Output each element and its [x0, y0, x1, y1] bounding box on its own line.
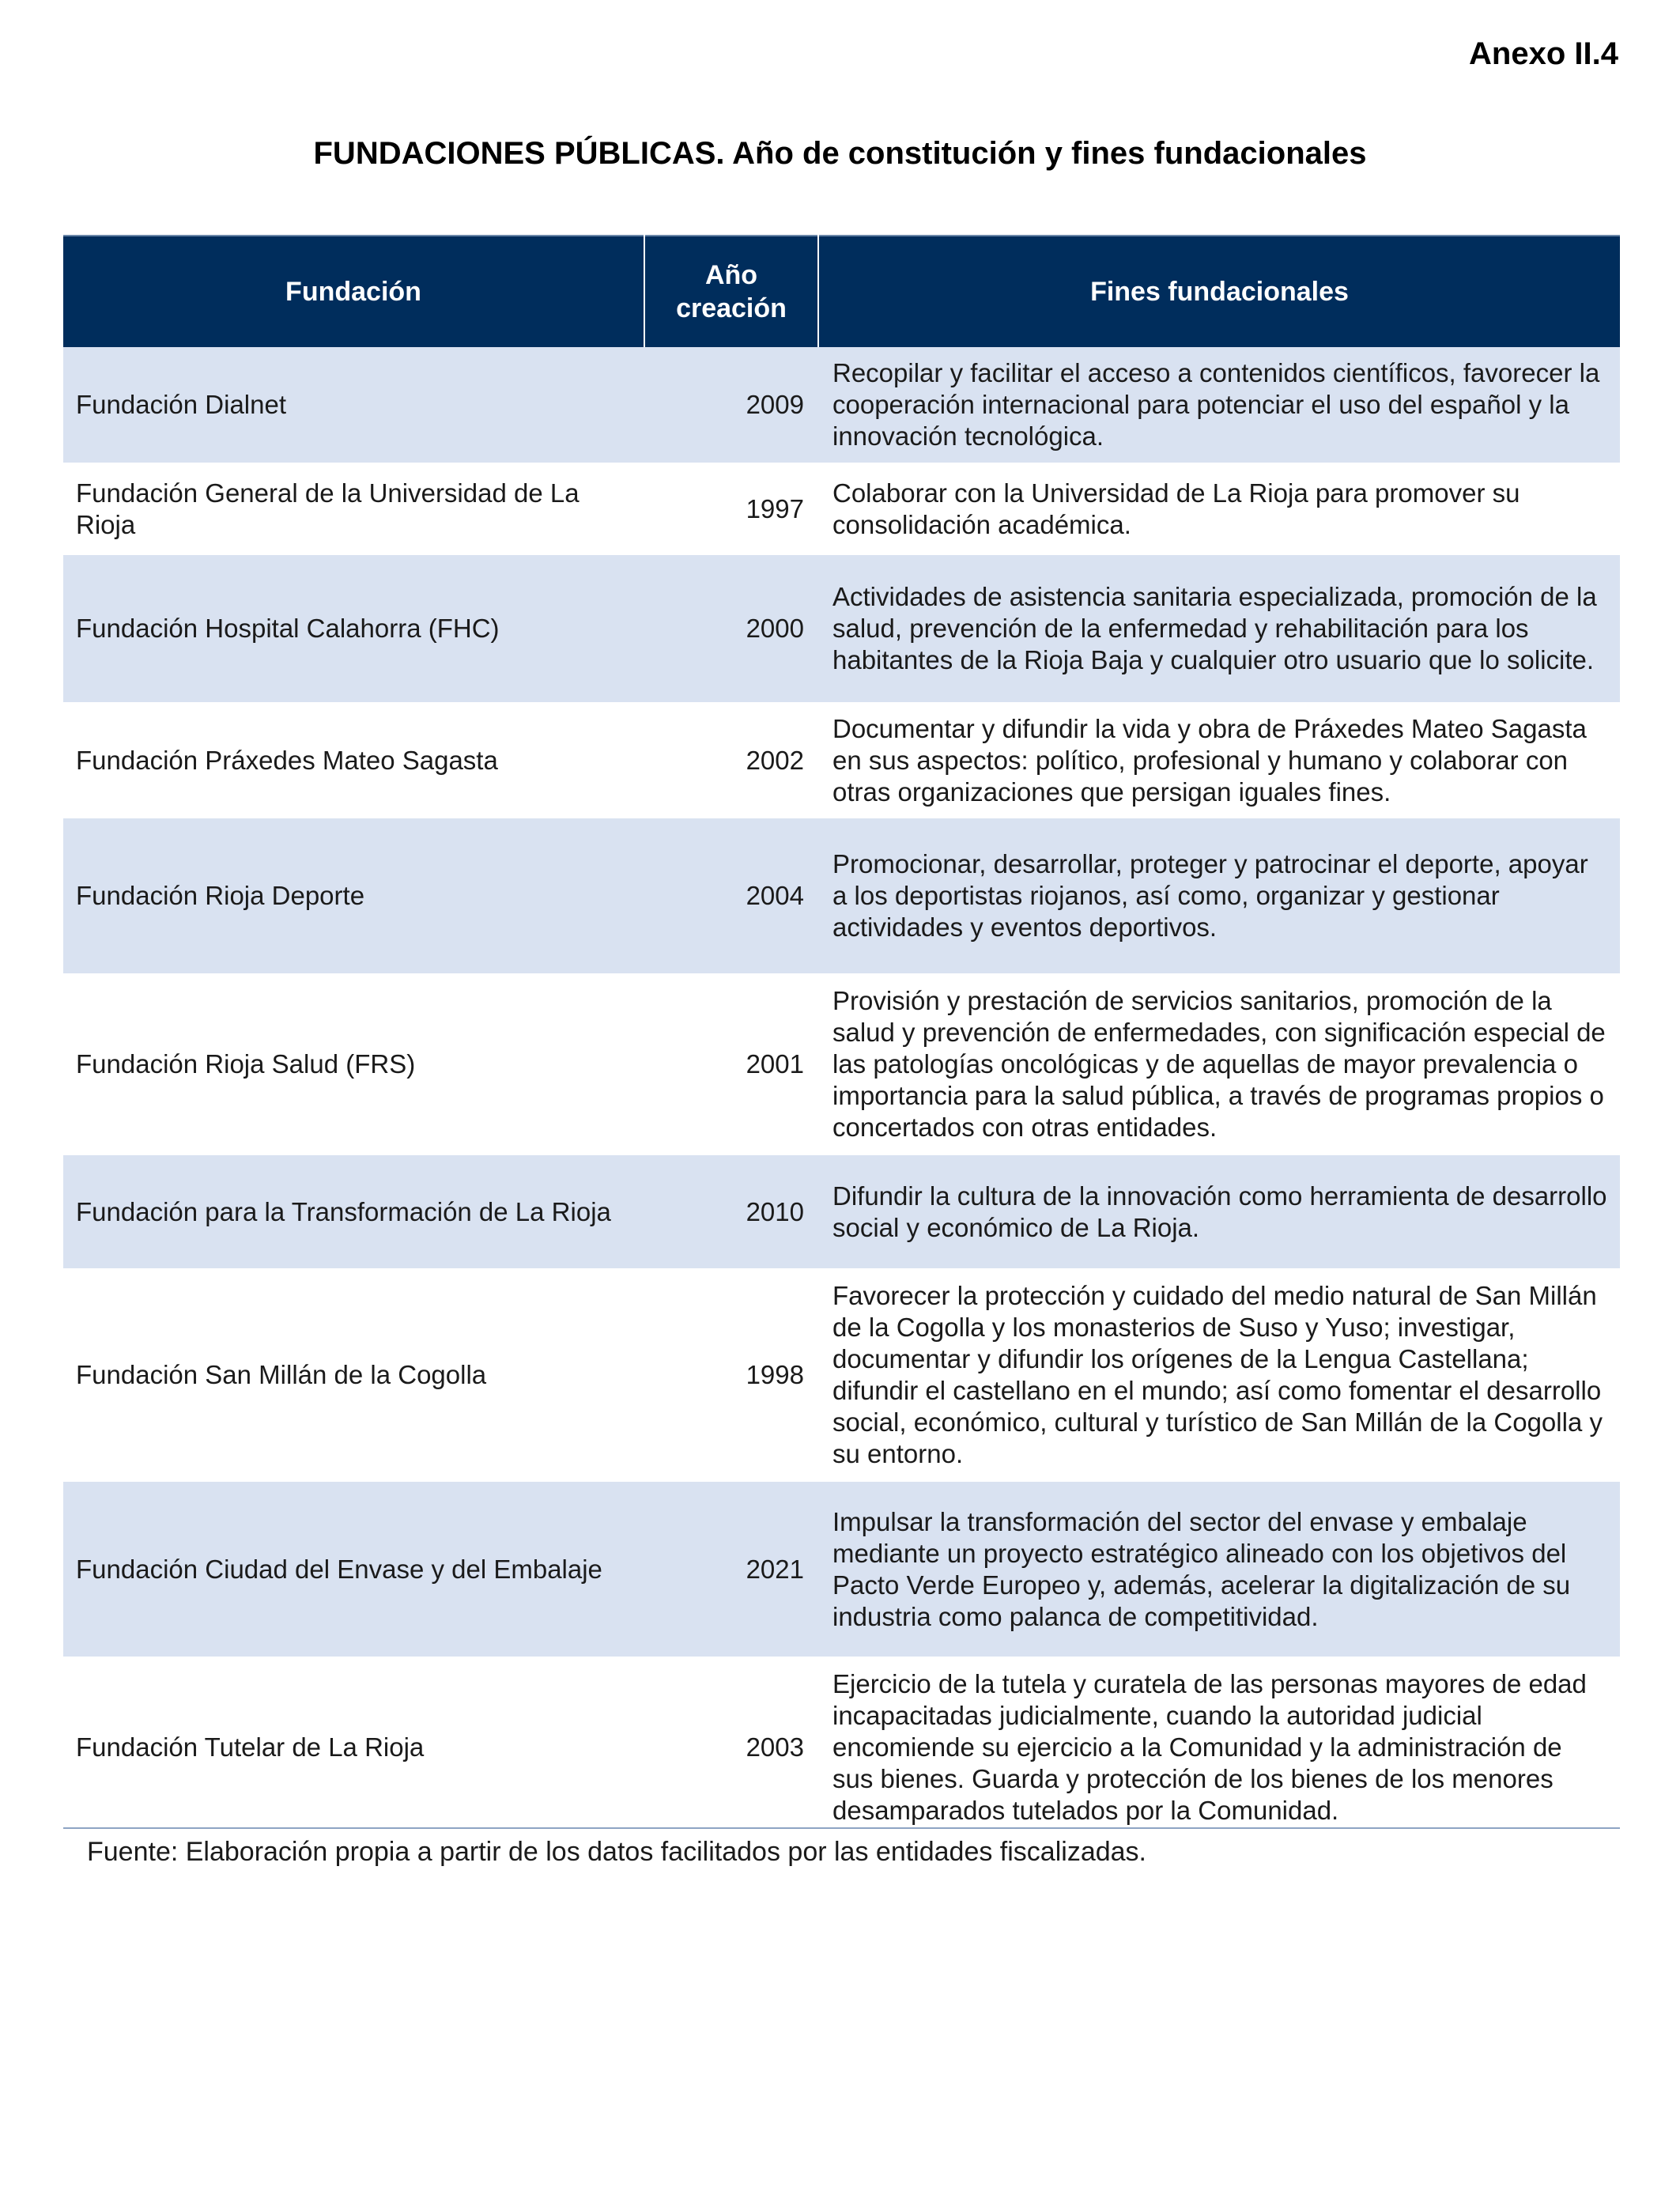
- foundations-table: [63, 235, 1620, 1838]
- header-fines: Fines fundacionales: [818, 236, 1620, 347]
- table-header-row: [63, 236, 1620, 347]
- table-row: [63, 1657, 1620, 1838]
- row-year: 2002: [644, 702, 818, 818]
- row-name: Fundación Dialnet: [63, 347, 644, 463]
- table-row: [63, 973, 1620, 1155]
- row-year: 2010: [644, 1155, 818, 1268]
- header-fundacion: Fundación: [63, 236, 644, 347]
- row-fines: Colaborar con la Universidad de La Rioja para promover su consolidación académica.: [818, 463, 1620, 555]
- row-year: 2004: [644, 818, 818, 973]
- row-year: 1998: [644, 1268, 818, 1482]
- row-fines: Documentar y difundir la vida y obra de Práxedes Mateo Sagasta en sus aspectos: político, profesional y humano y colaborar con otras organizaciones que persigan iguales fines.: [818, 702, 1620, 818]
- row-fines: Actividades de asistencia sanitaria especializada, promoción de la salud, prevención de la enfermedad y rehabilitación para los habitantes de la Rioja Baja y cualquier otro usuario que lo solicite.: [818, 555, 1620, 702]
- row-name: Fundación Rioja Deporte: [63, 818, 644, 973]
- table-row: [63, 347, 1620, 463]
- table-row: [63, 1155, 1620, 1268]
- row-year: 2009: [644, 347, 818, 463]
- table-row: [63, 555, 1620, 702]
- row-fines: Recopilar y facilitar el acceso a contenidos científicos, favorecer la cooperación internacional para potenciar el uso del español y la innovación tecnológica.: [818, 347, 1620, 463]
- row-fines: Ejercicio de la tutela y curatela de las personas mayores de edad incapacitadas judicialmente, cuando la autoridad judicial encomiende su ejercicio a la Comunidad y la administración de sus bienes. Guarda y protección de los bienes de los menores desamparados tutelados por la Comunidad.: [818, 1657, 1620, 1838]
- row-name: Fundación Práxedes Mateo Sagasta: [63, 702, 644, 818]
- table-row: [63, 818, 1620, 973]
- row-fines: Impulsar la transformación del sector del envase y embalaje mediante un proyecto estratégico alineado con los objetivos del Pacto Verde Europeo y, además, acelerar la digitalización de su industria como palanca de competitividad.: [818, 1482, 1620, 1657]
- row-name: Fundación Tutelar de La Rioja: [63, 1657, 644, 1838]
- row-name: Fundación Rioja Salud (FRS): [63, 973, 644, 1155]
- header-anio-line1: Año: [704, 260, 758, 290]
- row-year: 2000: [644, 555, 818, 702]
- table-row: [63, 1268, 1620, 1482]
- source-note: Fuente: Elaboración propia a partir de los datos facilitados por las entidades fiscalizadas.: [63, 1827, 1620, 1868]
- header-anio-creacion: [644, 236, 818, 347]
- row-fines: Favorecer la protección y cuidado del medio natural de San Millán de la Cogolla y los monasterios de Suso y Yuso; investigar, documentar y difundir los orígenes de la Lengua Castellana; difundir el castellano en el mundo; así como fomentar el desarrollo social, económico, cultural y turístico de San Millán de la Cogolla y su entorno.: [818, 1268, 1620, 1482]
- row-name: Fundación San Millán de la Cogolla: [63, 1268, 644, 1482]
- row-year: 2003: [644, 1657, 818, 1838]
- row-fines: Promocionar, desarrollar, proteger y patrocinar el deporte, apoyar a los deportistas riojanos, así como, organizar y gestionar actividades y eventos deportivos.: [818, 818, 1620, 973]
- table-row: [63, 463, 1620, 555]
- row-name: Fundación Ciudad del Envase y del Embalaje: [63, 1482, 644, 1657]
- row-name: Fundación para la Transformación de La Rioja: [63, 1155, 644, 1268]
- row-year: 2001: [644, 973, 818, 1155]
- row-name: Fundación Hospital Calahorra (FHC): [63, 555, 644, 702]
- table-row: [63, 1482, 1620, 1657]
- page-title: FUNDACIONES PÚBLICAS. Año de constitución y fines fundacionales: [313, 136, 1367, 171]
- row-name: Fundación General de la Universidad de La Rioja: [63, 463, 644, 555]
- table-row: [63, 702, 1620, 818]
- row-year: 1997: [644, 463, 818, 555]
- row-fines: Provisión y prestación de servicios sanitarios, promoción de la salud y prevención de enfermedades, con significación especial de las patologías oncológicas y de aquellas de mayor prevalencia o importancia para la salud pública, a través de programas propios o concertados con otras entidades.: [818, 973, 1620, 1155]
- header-anio-line2: creación: [676, 293, 787, 323]
- row-year: 2021: [644, 1482, 818, 1657]
- row-fines: Difundir la cultura de la innovación como herramienta de desarrollo social y económico de La Rioja.: [818, 1155, 1620, 1268]
- annex-label: Anexo II.4: [1469, 36, 1618, 71]
